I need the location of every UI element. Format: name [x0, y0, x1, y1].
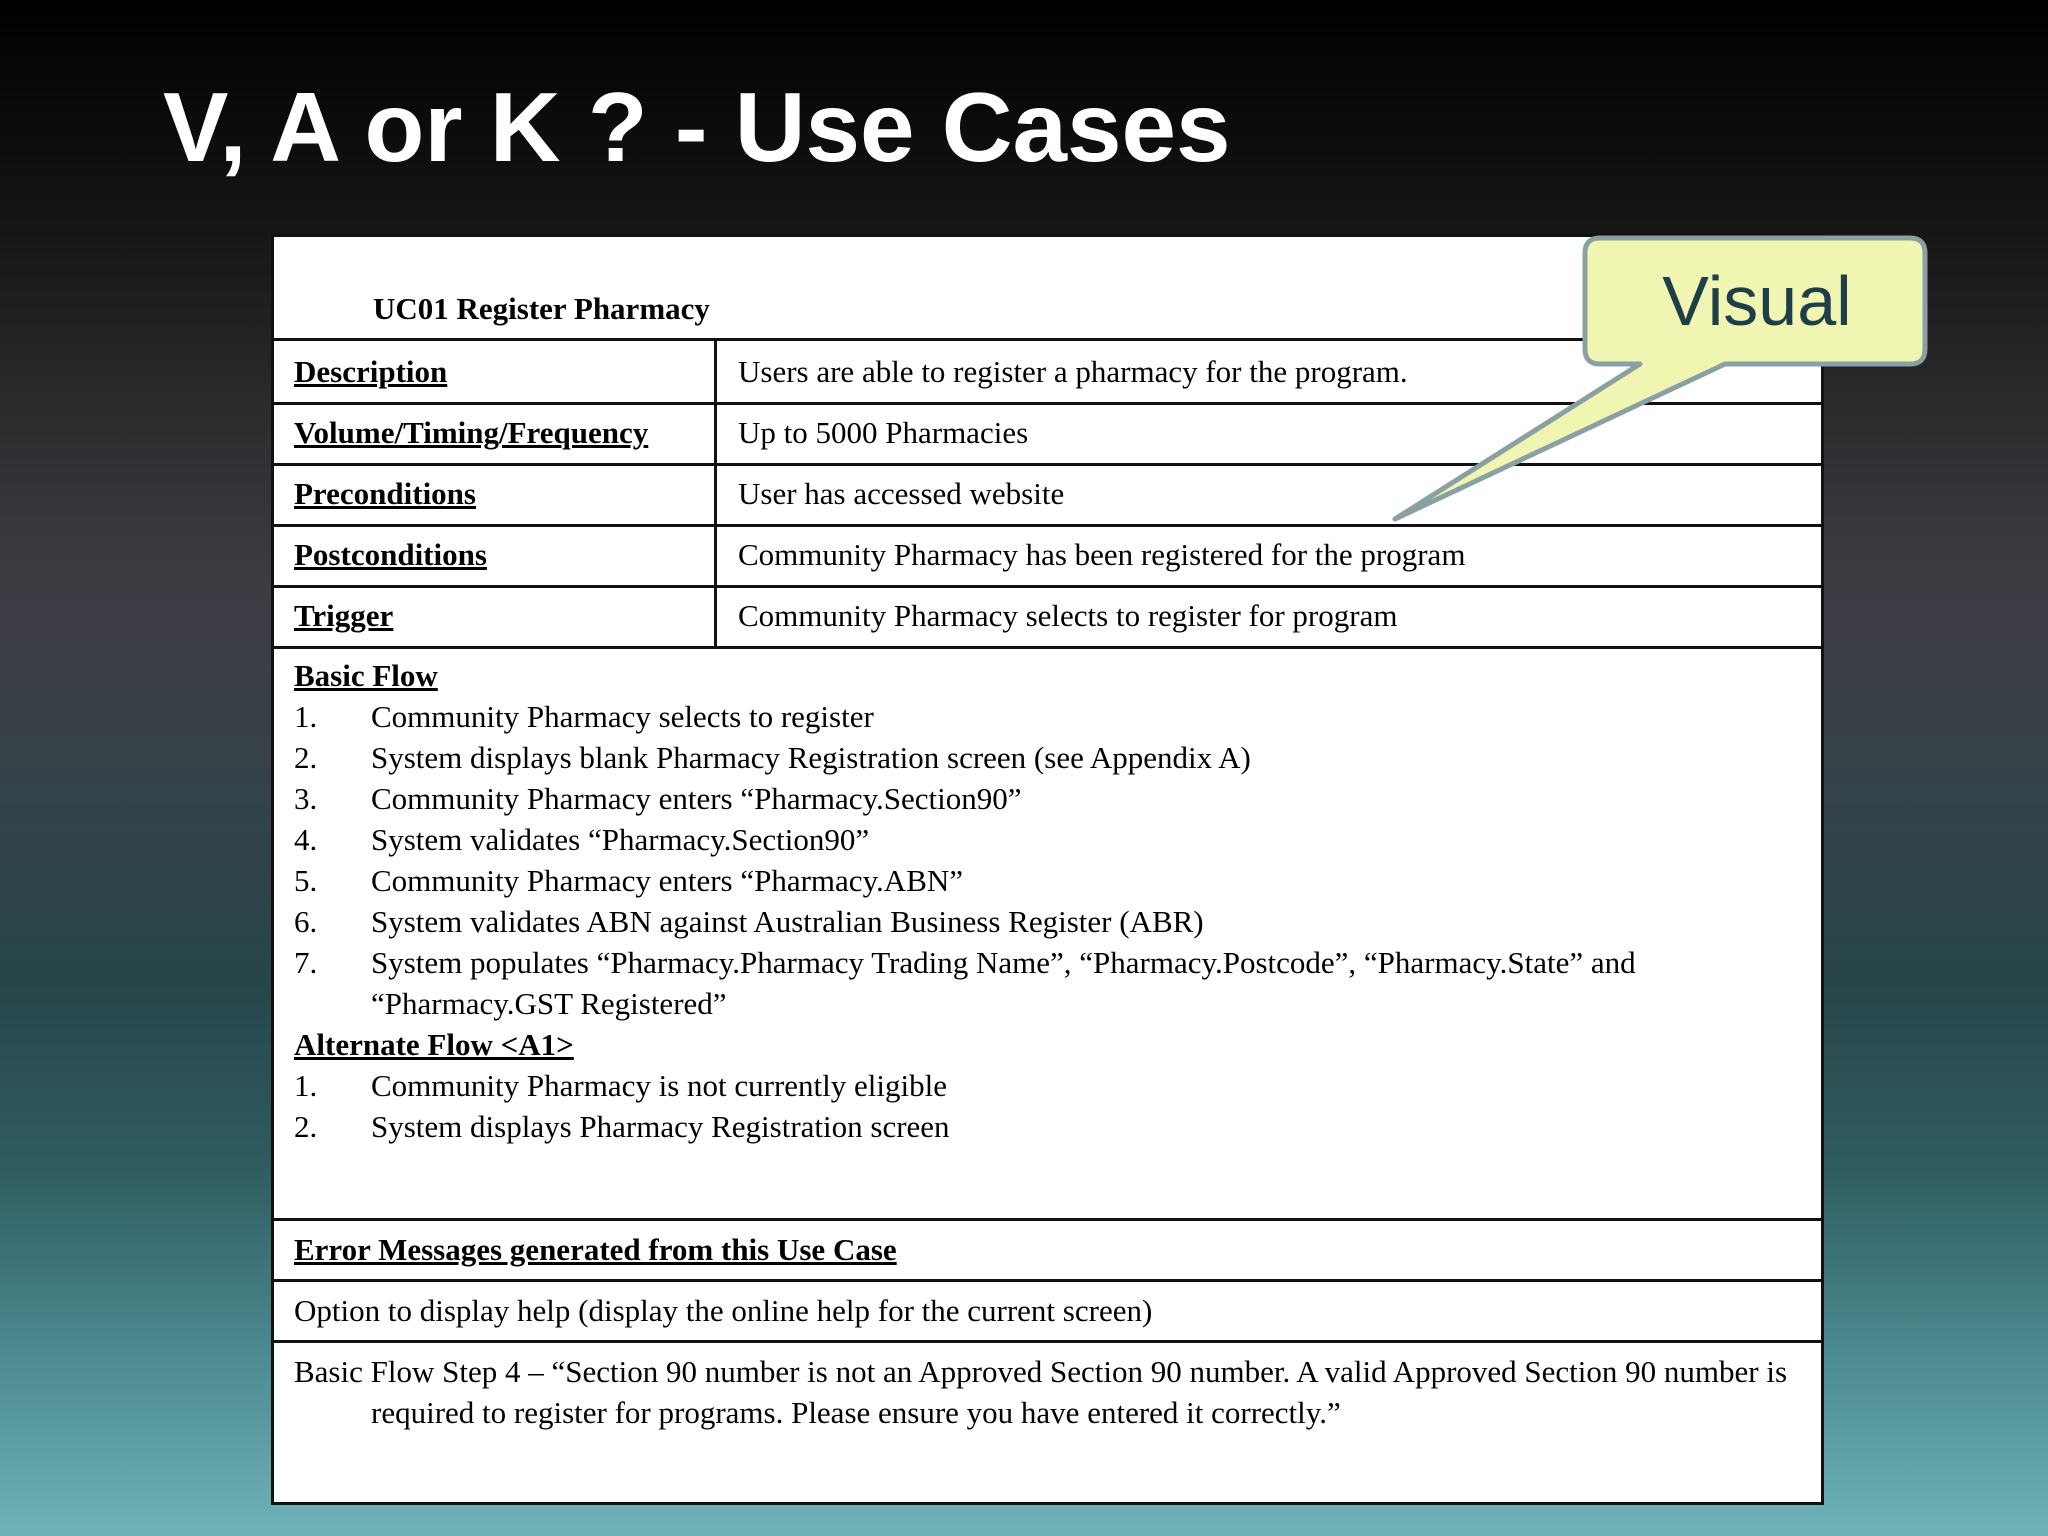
step-text: Community Pharmacy selects to register	[371, 699, 874, 734]
preconditions-label: Preconditions	[294, 476, 476, 511]
use-case-title: UC01 Register Pharmacy	[373, 291, 710, 326]
step-text: System displays Pharmacy Registration screen	[371, 1109, 950, 1144]
flow-section	[274, 647, 1821, 1221]
step-text: System displays blank Pharmacy Registration screen (see Appendix A)	[371, 740, 1251, 775]
basic-flow-heading: Basic Flow	[294, 658, 438, 693]
step-number: 4.	[294, 822, 318, 857]
step-text: Community Pharmacy is not currently eligible	[371, 1068, 947, 1103]
step-text: System validates “Pharmacy.Section90”	[371, 822, 870, 857]
volume-timing-frequency-value: Up to 5000 Pharmacies	[738, 415, 1029, 450]
trigger-label: Trigger	[294, 598, 394, 633]
column-divider	[714, 463, 717, 524]
basic-flow-step	[294, 901, 1801, 942]
alternate-flow-step	[294, 1106, 1801, 1147]
step-number: 1.	[294, 1068, 318, 1103]
alternate-flow-list	[294, 1065, 1801, 1147]
callout-text: Visual	[1662, 262, 1852, 340]
trigger-row	[274, 585, 1821, 649]
preconditions-value: User has accessed website	[738, 476, 1065, 511]
basic-flow-step	[294, 696, 1801, 737]
basic-flow-list	[294, 696, 1801, 1024]
column-divider	[714, 585, 717, 646]
volume-timing-frequency-label: Volume/Timing/Frequency	[294, 415, 649, 450]
postconditions-label: Postconditions	[294, 537, 487, 572]
error-message-text: Option to display help (display the online help for the current screen)	[294, 1293, 1153, 1328]
trigger-value: Community Pharmacy selects to register for program	[738, 598, 1398, 633]
description-value: Users are able to register a pharmacy for the program.	[738, 354, 1408, 389]
postconditions-row	[274, 524, 1821, 588]
error-message-row	[274, 1282, 1821, 1343]
step-text: System populates “Pharmacy.Pharmacy Trading Name”, “Pharmacy.Postcode”, “Pharmacy.State” and “Pharmacy.GST Registered”	[371, 945, 1636, 1021]
basic-flow-step	[294, 942, 1801, 1024]
step-number: 2.	[294, 1109, 318, 1144]
step-number: 2.	[294, 740, 318, 775]
basic-flow-step	[294, 737, 1801, 778]
step-number: 3.	[294, 781, 318, 816]
step-text: Community Pharmacy enters “Pharmacy.ABN”	[371, 863, 964, 898]
description-label: Description	[294, 354, 448, 389]
column-divider	[714, 524, 717, 585]
error-messages-heading-row	[274, 1221, 1821, 1282]
slide-title: V, A or K ? - Use Cases	[163, 72, 1231, 182]
step-number: 7.	[294, 945, 318, 980]
step-number: 5.	[294, 863, 318, 898]
alternate-flow-heading: Alternate Flow <A1>	[294, 1027, 574, 1062]
basic-flow-step	[294, 819, 1801, 860]
postconditions-value: Community Pharmacy has been registered for the program	[738, 537, 1466, 572]
error-message-text: Basic Flow Step 4 – “Section 90 number is not an Approved Section 90 number. A valid Approved Section 90 number is required to register for programs. Please ensure you have entered it correctly.”	[294, 1354, 1788, 1430]
step-text: Community Pharmacy enters “Pharmacy.Section90”	[371, 781, 1022, 816]
basic-flow-step	[294, 778, 1801, 819]
visual-callout	[1580, 234, 1930, 524]
step-text: System validates ABN against Australian Business Register (ABR)	[371, 904, 1204, 939]
column-divider	[714, 341, 717, 402]
basic-flow-step	[294, 860, 1801, 901]
alternate-flow-step	[294, 1065, 1801, 1106]
column-divider	[714, 402, 717, 463]
error-messages-heading: Error Messages generated from this Use Case	[294, 1232, 897, 1267]
step-number: 6.	[294, 904, 318, 939]
step-number: 1.	[294, 699, 318, 734]
